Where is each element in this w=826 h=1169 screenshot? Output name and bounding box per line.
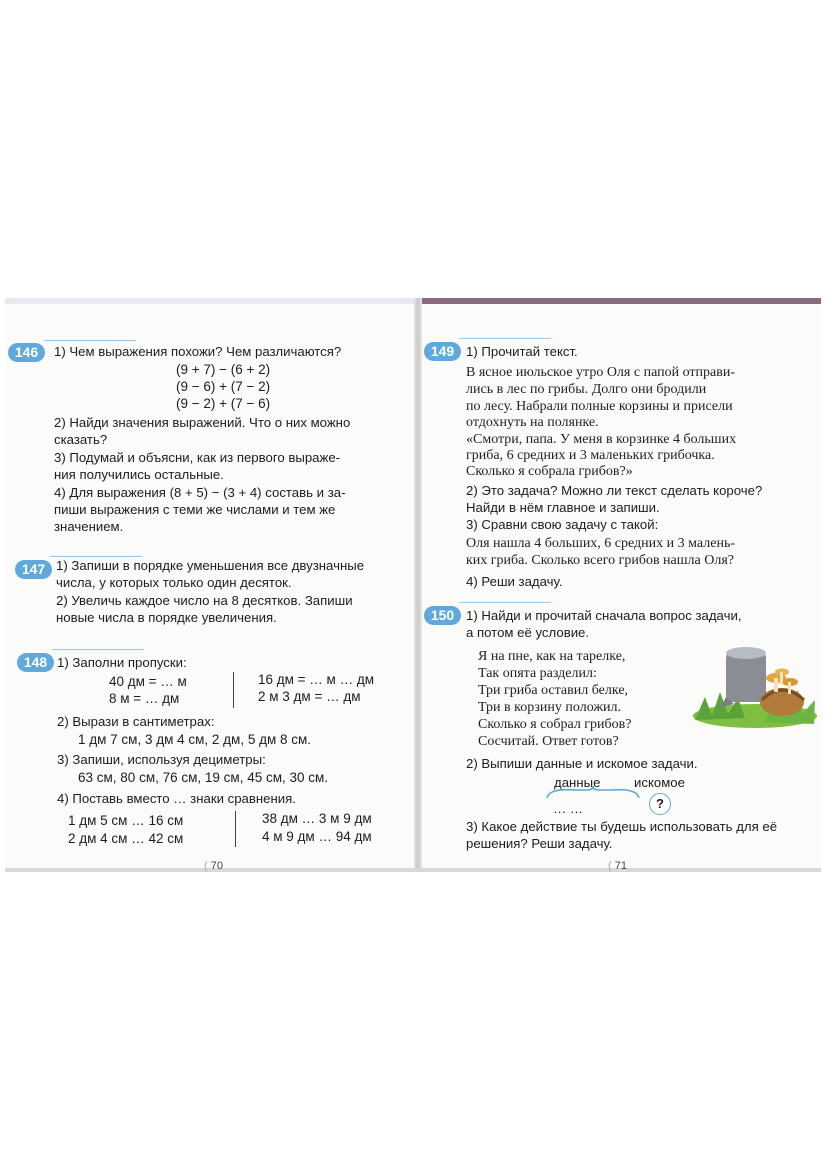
story-line: Сколько я собрала грибов?» [466, 464, 633, 479]
poem-line: Сколько я собрал грибов? [478, 717, 632, 732]
task-number-149: 149 [424, 342, 461, 361]
task-underline [52, 649, 144, 650]
compare-right-1: 38 дм … 3 м 9 дм [262, 811, 372, 826]
page-bottom-edge [5, 868, 821, 872]
story-line: отдохнуть на полянке. [466, 415, 599, 430]
story-line: «Смотри, папа. У меня в корзинке 4 больших [466, 432, 737, 447]
task146-q3-line1: 3) Подумай и объясни, как из первого выраже- [54, 450, 341, 465]
task-number-150: 150 [424, 606, 461, 625]
given-label: данные [554, 775, 601, 790]
sought-label: искомое [634, 775, 685, 790]
fill-right-1: 16 дм = … м … дм [258, 672, 375, 687]
task146-q4-line2: пиши выражения с теми же числами и тем же [54, 502, 336, 517]
poem-line: Сосчитай. Ответ готов? [478, 734, 619, 749]
task148-q2-values: 1 дм 7 см, 3 дм 4 см, 2 дм, 5 дм 8 см. [78, 732, 312, 747]
mushroom-stump-illustration [690, 642, 820, 728]
given-placeholders: … … [553, 801, 584, 816]
task146-q2-line1: 2) Найди значения выражений. Что о них можно [54, 415, 351, 430]
task148-q2: 2) Вырази в сантиметрах: [57, 714, 215, 729]
expression-2: (9 − 6) + (7 − 2) [176, 379, 271, 394]
given-brace [545, 786, 641, 800]
compare-left-1: 1 дм 5 см … 16 см [68, 813, 184, 828]
page-number-right: ( 71 [608, 860, 627, 872]
page-top-edge-left [5, 298, 415, 304]
sought-question-mark: ? [649, 793, 671, 815]
task146-q4-line1: 4) Для выражения (8 + 5) − (3 + 4) составь и за- [54, 485, 346, 500]
task146-q4-line3: значением. [54, 519, 124, 534]
task146-q3-line2: ния получились остальные. [54, 467, 224, 482]
task150-q2: 2) Выпиши данные и искомое задачи. [466, 756, 698, 771]
story-line: лись в лес по грибы. Долго они бродили [466, 382, 707, 397]
task147-q1-line1: 1) Запиши в порядке уменьшения все двузначные [56, 558, 365, 573]
task147-q2-line2: новые числа в порядке увеличения. [56, 610, 277, 625]
task149-q3: 3) Сравни свою задачу с такой: [466, 517, 659, 532]
poem-line: Три в корзину положил. [478, 700, 621, 715]
story-line: В ясное июльское утро Оля с папой отправи- [466, 365, 735, 380]
task-underline [44, 340, 136, 341]
expression-3: (9 − 2) + (7 − 6) [176, 396, 271, 411]
task148-q3-values: 63 см, 80 см, 76 см, 19 см, 45 см, 30 см. [78, 770, 329, 785]
column-divider [235, 811, 236, 847]
task148-q3: 3) Запиши, используя дециметры: [57, 752, 266, 767]
task148-q1: 1) Заполни пропуски: [57, 655, 187, 670]
page-number-left: ( 70 [204, 860, 223, 872]
expression-1: (9 + 7) − (6 + 2) [176, 362, 271, 377]
task149-q4: 4) Реши задачу. [466, 574, 563, 589]
poem-line: Я на пне, как на тарелке, [478, 649, 626, 664]
fill-left-2: 8 м = … дм [109, 691, 180, 706]
task149-q2-line1: 2) Это задача? Можно ли текст сделать короче? [466, 483, 763, 498]
column-divider [233, 672, 234, 708]
task149-q1: 1) Прочитай текст. [466, 344, 578, 359]
task147-q2-line1: 2) Увеличь каждое число на 8 десятков. Запиши [56, 593, 353, 608]
compare-right-2: 4 м 9 дм … 94 дм [262, 829, 372, 844]
story-line: гриба, 6 средних и 3 маленьких грибочка. [466, 448, 715, 463]
task148-q4: 4) Поставь вместо … знаки сравнения. [57, 791, 296, 806]
task150-q3-line2: решения? Реши задачу. [466, 836, 613, 851]
fill-right-2: 2 м 3 дм = … дм [258, 689, 361, 704]
poem-line: Так опята разделил: [478, 666, 597, 681]
poem-line: Три гриба оставил белке, [478, 683, 629, 698]
task-number-146: 146 [8, 343, 45, 362]
compare-left-2: 2 дм 4 см … 42 см [68, 831, 184, 846]
task-underline [459, 338, 551, 339]
story-line: по лесу. Набрали полные корзины и присели [466, 399, 733, 414]
task149-q2-line2: Найди в нём главное и запиши. [466, 500, 660, 515]
task-underline [459, 602, 551, 603]
task147-q1-line2: числа, у которых только один десяток. [56, 575, 292, 590]
task-number-148: 148 [17, 653, 54, 672]
task146-q1: 1) Чем выражения похожи? Чем различаются? [54, 344, 342, 359]
task150-q1-line1: 1) Найди и прочитай сначала вопрос задачи, [466, 608, 742, 623]
task146-q2-line2: сказать? [54, 432, 108, 447]
fill-left-1: 40 дм = … м [109, 674, 187, 689]
book-spine [414, 298, 422, 872]
short-task-line: Оля нашла 4 больших, 6 средних и 3 малень- [466, 536, 735, 551]
task150-q3-line1: 3) Какое действие ты будешь использовать для её [466, 819, 778, 834]
task150-q1-line2: а потом её условие. [466, 625, 590, 640]
short-task-line: ких гриба. Сколько всего грибов нашла Оля? [466, 553, 734, 568]
page-top-edge-right [422, 298, 821, 304]
task-number-147: 147 [15, 560, 52, 579]
